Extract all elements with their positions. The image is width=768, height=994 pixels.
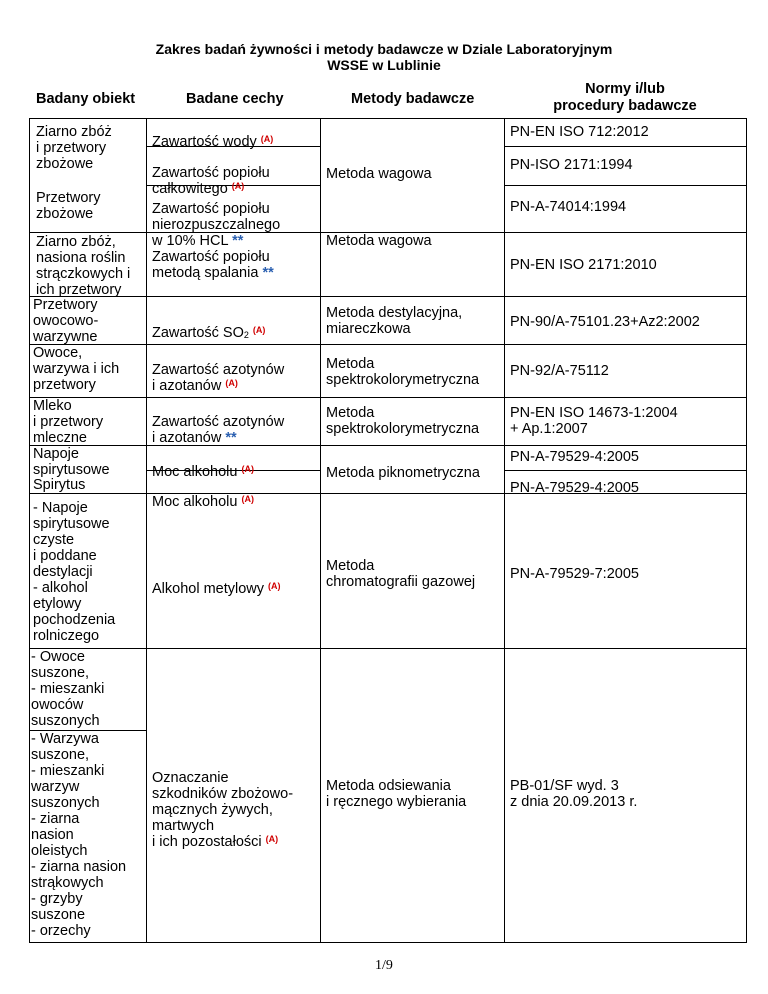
norm-pn-en-iso-14673: PN-EN ISO 14673-1:2004 + Ap.1:2007: [510, 405, 678, 437]
asterisk-mark: **: [225, 430, 237, 446]
feature-text: Zawartość azotynów: [152, 362, 285, 378]
method-spektrokolorymetryczna-2: Metoda spektrokolorymetryczna: [326, 405, 480, 437]
feature-azotyny-2: [152, 398, 284, 446]
method-odsiewanie: Metoda odsiewania i ręcznego wybierania: [326, 778, 467, 810]
object-napoje-alkohol: - Napoje spirytusowe czyste i poddane destylacji - alkohol etylowy pochodzenia rolniczego: [33, 500, 116, 644]
feature-moc-alkoholu-1: [152, 448, 254, 480]
norm-pn-92-a-75112: PN-92/A-75112: [510, 363, 609, 379]
accreditation-mark: (A): [260, 134, 274, 144]
object-owoce-warzywa: Owoce, warzywa i ich przetwory: [33, 345, 120, 393]
feature-text: Zawartość wody: [152, 134, 257, 150]
accreditation-mark: (A): [241, 464, 254, 474]
feature-text: i azotanów: [152, 430, 222, 446]
accreditation-mark: (A): [225, 378, 238, 388]
feature-text: Zawartość azotynów: [152, 414, 285, 430]
header-metody-badawcze: Metody badawcze: [351, 91, 475, 107]
asterisk-mark: **: [232, 233, 244, 249]
norm-pn-en-iso-712: PN-EN ISO 712:2012: [510, 124, 649, 140]
asterisk-mark: **: [262, 265, 274, 281]
feature-so2: [152, 309, 265, 341]
accreditation-mark: (A): [241, 494, 254, 504]
feature-text: Zawartość popiołu nierozpuszczalnego: [152, 201, 281, 233]
norm-pn-iso-2171: PN-ISO 2171:1994: [510, 157, 633, 173]
feature-text: Zawartość popiołu: [152, 249, 270, 265]
method-destylacyjna: Metoda destylacyjna, miareczkowa: [326, 305, 463, 337]
feature-text: w 10% HCL: [152, 233, 229, 249]
feature-text: i azotanów: [152, 378, 222, 394]
norm-pn-en-iso-2171: PN-EN ISO 2171:2010: [510, 257, 657, 273]
page-number: 1/9: [375, 958, 393, 973]
feature-text: metodą spalania: [152, 265, 259, 281]
method-wagowa-2: Metoda wagowa: [326, 233, 432, 249]
feature-szkodniki: [152, 754, 293, 850]
feature-alkohol-metylowy: [152, 565, 281, 597]
accreditation-mark: (A): [265, 834, 279, 844]
object-przetwory-zbozowe: Przetwory zbożowe: [36, 190, 101, 222]
feature-text: i ich pozostałości: [152, 834, 262, 850]
method-piknometryczna: Metoda piknometryczna: [326, 465, 480, 481]
header-badany-obiekt: Badany obiekt: [36, 91, 136, 107]
feature-text: Moc alkoholu: [152, 464, 238, 480]
document-subtitle: WSSE w Lublinie: [327, 57, 441, 73]
feature-text: całkowitego: [152, 181, 228, 197]
feature-popiol-spalanie: [152, 233, 274, 281]
feature-text: Zawartość SO: [152, 325, 244, 341]
norm-pn-a-79529-7: PN-A-79529-7:2005: [510, 566, 639, 582]
norm-pn-a-74014: PN-A-74014:1994: [510, 199, 627, 215]
header-normy: Normy i/lub procedury badawcze: [553, 81, 697, 114]
method-spektrokolorymetryczna-1: Metoda spektrokolorymetryczna: [326, 356, 480, 388]
header-badane-cechy: Badane cechy: [186, 91, 284, 107]
object-owoce-suszone: - Owoce suszone, - mieszanki owoców suszonych: [31, 649, 105, 729]
norm-pb-01-sf: PB-01/SF wyd. 3 z dnia 20.09.2013 r.: [510, 778, 638, 810]
object-przetwory-owocowo-warzywne: Przetwory owocowo- warzywne: [33, 297, 99, 345]
object-napoje-spirytusowe: Napoje spirytusowe: [33, 446, 110, 478]
feature-text: Moc alkoholu: [152, 494, 238, 510]
object-ziarno-nasiona: Ziarno zbóż, nasiona roślin strączkowych i ich przetwory: [36, 234, 131, 298]
object-mleko: Mleko i przetwory mleczne: [33, 398, 104, 446]
object-ziarno-zboz: Ziarno zbóż i przetwory zbożowe: [36, 124, 112, 172]
feature-text: Oznaczanie szkodników zbożowo- mącznych żywych, martwych: [152, 770, 294, 834]
feature-azotyny-1: [152, 346, 284, 394]
document-title: Zakres badań żywności i metody badawcze w Dziale Laboratoryjnym: [155, 41, 613, 57]
norm-pn-a-79529-4-2: PN-A-79529-4:2005: [510, 480, 639, 496]
subscript-2: 2: [243, 330, 249, 340]
feature-moc-alkoholu-2: [152, 478, 254, 510]
accreditation-mark: (A): [231, 181, 245, 191]
feature-text: Alkohol metylowy: [152, 581, 265, 597]
feature-text: Zawartość popiołu: [152, 165, 270, 181]
method-chromatografia: Metoda chromatografii gazowej: [326, 558, 476, 590]
norm-pn-90-a-75101: PN-90/A-75101.23+Az2:2002: [510, 314, 700, 330]
feature-zawartosc-wody: [152, 118, 273, 150]
accreditation-mark: (A): [268, 581, 281, 591]
object-spirytus: Spirytus: [33, 477, 86, 493]
object-warzywa-suszone: - Warzywa suszone, - mieszanki warzyw suszonych - ziarna nasion oleistych - ziarna nasion strąkowych - grzyby suszone - orzechy: [31, 731, 127, 939]
method-wagowa-1: Metoda wagowa: [326, 166, 432, 182]
accreditation-mark: (A): [252, 325, 266, 335]
norm-pn-a-79529-4-1: PN-A-79529-4:2005: [510, 449, 639, 465]
